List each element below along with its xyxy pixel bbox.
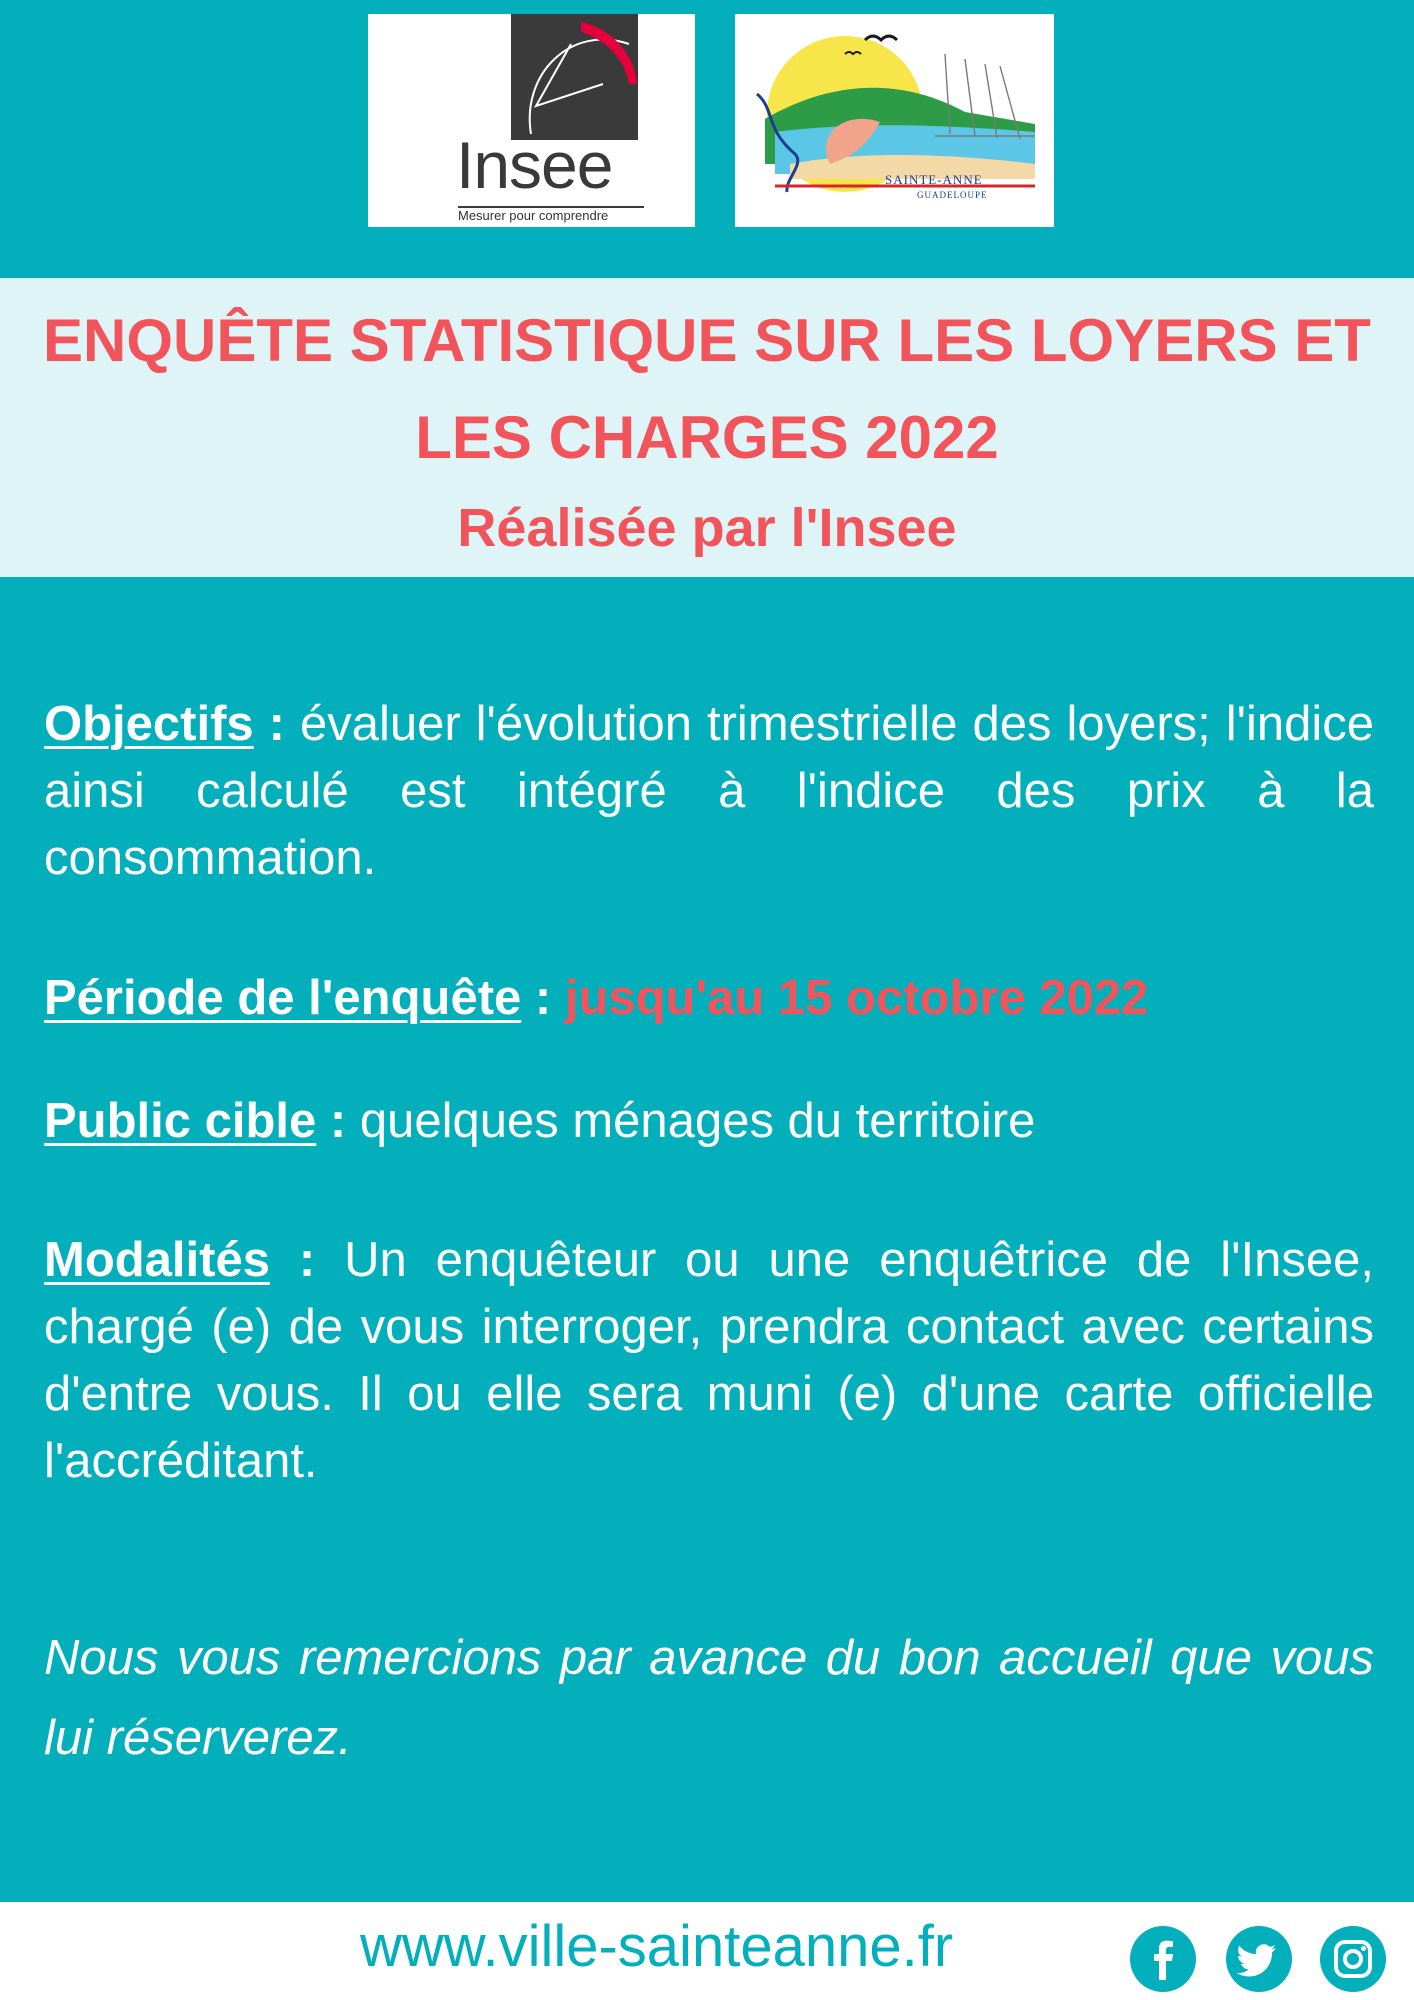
twitter-icon[interactable] (1226, 1926, 1292, 1992)
public-section (44, 1088, 1374, 1155)
objectifs-section (44, 691, 1374, 892)
sainte-anne-logo-subcaption: GUADELOUPE (917, 190, 988, 200)
periode-separator: : (521, 971, 565, 1025)
sainte-anne-logo-caption: SAINTE-ANNE (885, 172, 983, 187)
closing-message: Nous vous remercions par avance du bon accueil que vous lui réserverez. (44, 1631, 1374, 1765)
periode-value: jusqu'au 15 octobre 2022 (564, 971, 1149, 1025)
modalites-separator: : (269, 1233, 345, 1287)
public-separator: : (316, 1094, 360, 1148)
insee-logo-mark (511, 14, 638, 140)
instagram-icon[interactable] (1320, 1926, 1386, 1992)
objectifs-separator: : (253, 697, 300, 751)
facebook-icon[interactable] (1130, 1926, 1196, 1992)
insee-logo-tagline: Mesurer pour comprendre (458, 206, 644, 222)
website-link[interactable]: www.ville-sainteanne.fr (360, 1914, 954, 1979)
public-label: Public cible (44, 1094, 317, 1148)
modalites-label: Modalités (44, 1233, 270, 1287)
modalites-text: Un enquêteur ou une enquêtrice de l'Insee, chargé (e) de vous interroger, prendra contact avec certains d'entre vous. Il ou elle sera muni (e) d'une carte officielle l'accréditant. (44, 1233, 1375, 1488)
insee-logo (368, 14, 695, 227)
periode-section (44, 965, 1374, 1032)
objectifs-label: Objectifs (44, 697, 254, 751)
insee-logo-word: Insee (456, 128, 613, 202)
sainte-anne-logo-art (735, 14, 1054, 227)
objectifs-text: évaluer l'évolution trimestrielle des loyers; l'indice ainsi calculé est intégré à l'indice des prix à la consommation. (44, 697, 1375, 885)
periode-label: Période de l'enquête (44, 971, 522, 1025)
page-subtitle: Réalisée par l'Insee (457, 498, 957, 558)
page-title: ENQUÊTE STATISTIQUE SUR LES LOYERS ET LES CHARGES 2022 (43, 307, 1371, 471)
footer (0, 1902, 1414, 2000)
title-band (0, 278, 1414, 577)
public-text: quelques ménages du territoire (359, 1094, 1036, 1148)
sainte-anne-logo (735, 14, 1054, 227)
modalites-section (44, 1227, 1374, 1495)
